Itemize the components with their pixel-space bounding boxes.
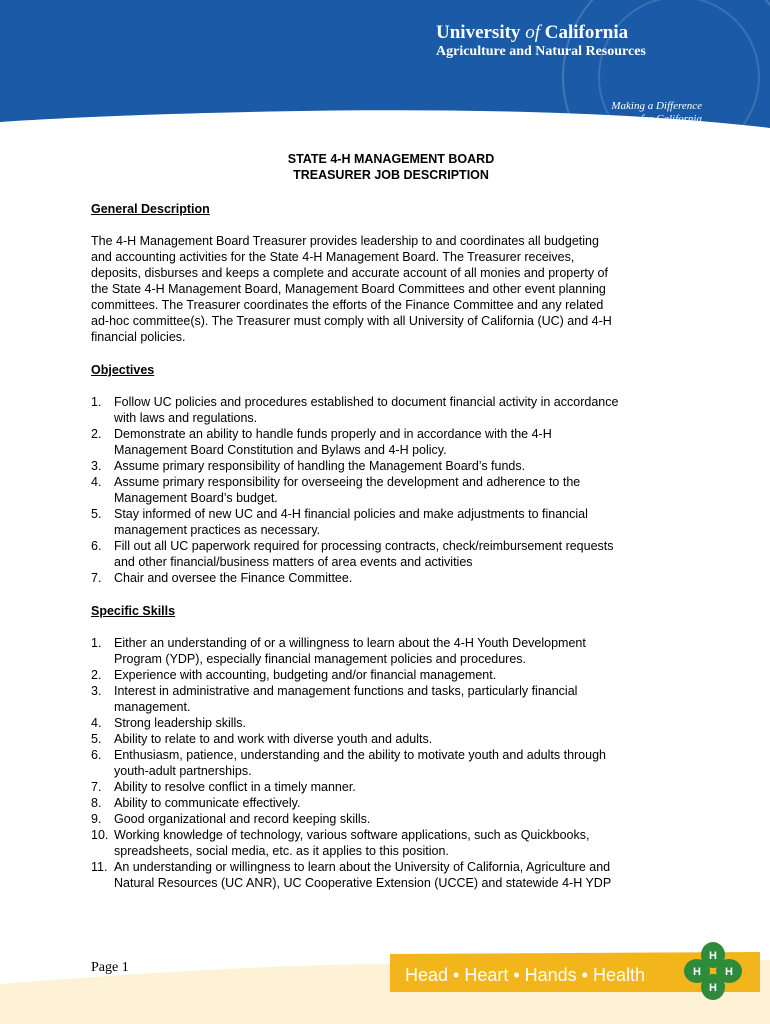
list-item: 4. Assume primary responsibility for overseeing the development and adherence to the Management Board’s budget. bbox=[91, 475, 581, 505]
list-item: 5. Ability to relate to and work with diverse youth and adults. bbox=[91, 732, 433, 746]
letterhead-banner bbox=[0, 0, 770, 140]
clover-letter: H bbox=[725, 966, 733, 978]
footer-slogan: Head • Heart • Hands • Health bbox=[405, 965, 646, 985]
list-item: 2. Experience with accounting, budgeting and/or financial management. bbox=[91, 668, 497, 682]
tagline: Making a Difference for California bbox=[611, 100, 702, 125]
list-item: 6. Fill out all UC paperwork required for processing contracts, check/reimbursement requests and other financial/business matters of area events and activities bbox=[91, 539, 614, 569]
specific-skills-heading: Specific Skills bbox=[91, 604, 176, 618]
list-item: 11. An understanding or willingness to learn about the University of California, Agriculture and Natural Resources (UC ANR), UC Cooperative Extension (UCCE) and statewide 4-H YDP bbox=[91, 860, 612, 890]
list-item: 10. Working knowledge of technology, various software applications, such as Quickbooks, spreadsheets, social media, etc. as it applies to this position. bbox=[91, 828, 590, 858]
clover-letter: H bbox=[709, 982, 717, 994]
footer-gold-bar bbox=[0, 944, 770, 1024]
document-title: STATE 4-H MANAGEMENT BOARD TREASURER JOB DESCRIPTION bbox=[287, 152, 495, 182]
general-description-paragraph: The 4-H Management Board Treasurer provides leadership to and coordinates all budgeting and accounting activities for the State 4-H Management Board. The Treasurer receives, deposits, disburses and keeps a complete and accurate account of all monies and property of the State 4-H Management Board, Management Board Committees and other event planning committees. The Treasurer coordinates the efforts of the Finance Committee and any related ad-hoc committee(s). The Treasurer must comply with all University of California (UC) and 4-H financial policies. bbox=[91, 234, 612, 344]
clover-letter: H bbox=[693, 966, 701, 978]
specific-skills-list bbox=[91, 635, 691, 891]
list-item: 3. Assume primary responsibility of handling the Management Board’s funds. bbox=[91, 459, 526, 473]
list-item: 3. Interest in administrative and management functions and tasks, particularly financial management. bbox=[91, 684, 578, 714]
division-name: Agriculture and Natural Resources bbox=[436, 44, 646, 59]
list-item: 1. Follow UC policies and procedures established to document financial activity in accordance with laws and regulations. bbox=[91, 395, 619, 425]
list-item: 7. Ability to resolve conflict in a timely manner. bbox=[91, 780, 356, 794]
list-item: 1. Either an understanding of or a willingness to learn about the 4-H Youth Development Program (YDP), especially financial management policies and procedures. bbox=[91, 636, 586, 666]
list-item: 5. Stay informed of new UC and 4-H financial policies and make adjustments to financial management practices as necessary. bbox=[91, 507, 588, 537]
4h-clover-icon bbox=[676, 941, 750, 1003]
list-item: 6. Enthusiasm, patience, understanding and the ability to motivate youth and adults through youth-adult partnerships. bbox=[91, 748, 606, 778]
list-item: 2. Demonstrate an ability to handle funds properly and in accordance with the 4-H Management Board Constitution and Bylaws and 4-H policy. bbox=[91, 427, 552, 457]
page-number: Page 1 bbox=[91, 960, 129, 975]
list-item: 4. Strong leadership skills. bbox=[91, 716, 247, 730]
list-item: 7. Chair and oversee the Finance Committee. bbox=[91, 571, 353, 585]
objectives-list bbox=[91, 394, 691, 586]
general-description-heading: General Description bbox=[91, 202, 210, 216]
document-body bbox=[91, 151, 691, 891]
list-item: 8. Ability to communicate effectively. bbox=[91, 796, 301, 810]
university-name: University of California bbox=[436, 22, 629, 43]
objectives-heading: Objectives bbox=[91, 363, 155, 377]
list-item: 9. Good organizational and record keeping skills. bbox=[91, 812, 371, 826]
clover-letter: H bbox=[709, 950, 717, 962]
